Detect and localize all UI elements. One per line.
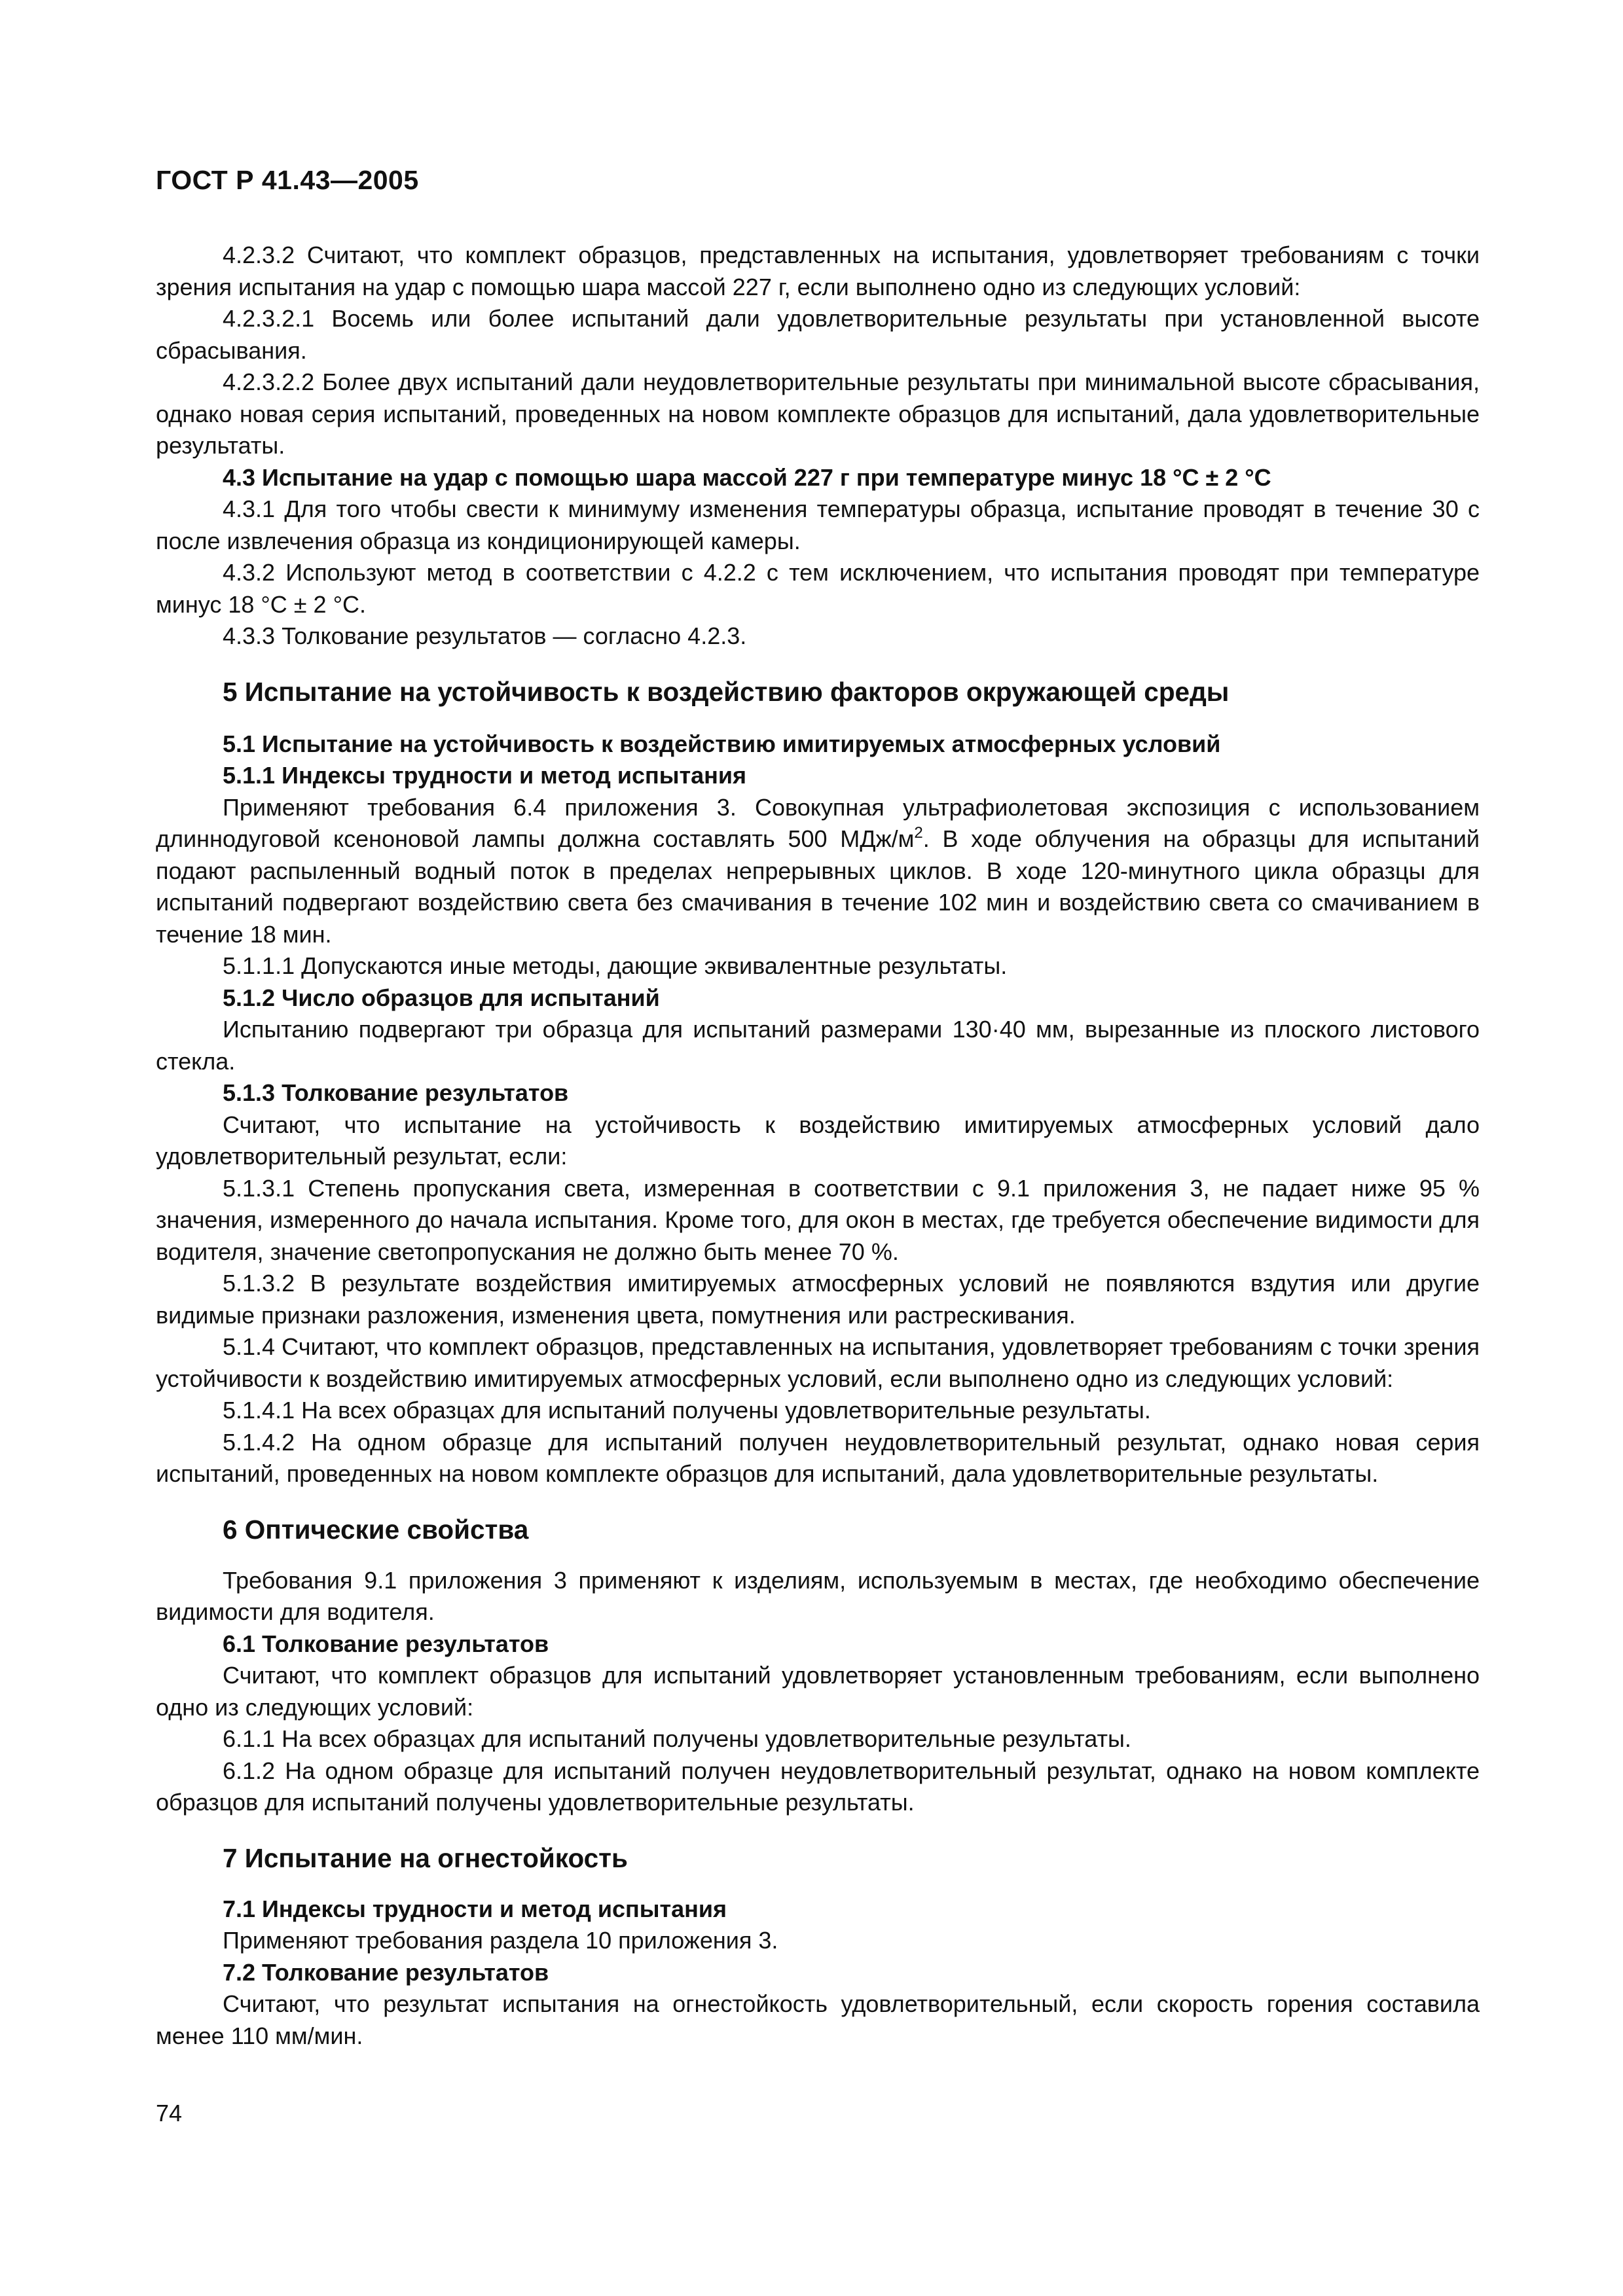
clause-4-3-1: 4.3.1 Для того чтобы свести к минимуму изменения температуры образца, испытание проводят в течение 30 с после извлечения образца из кондиционирующей камеры. [156, 495, 1480, 554]
section-6-intro: Требования 9.1 приложения 3 применяют к изделиям, используемым в местах, где необходимо обеспечение видимости для водителя. [156, 1566, 1480, 1625]
superscript: 2 [914, 824, 923, 842]
clause-5-1-3-2: 5.1.3.2 В результате воздействия имитируемых атмосферных условий не появляются вздутия или другие видимые признаки разложения, изменения цвета, помутнения или растрескивания. [156, 1270, 1480, 1329]
heading-4-3: 4.3 Испытание на удар с помощью шара массой 227 г при температуре минус 18 °С ± 2 °С [223, 463, 1271, 491]
clause-5-1-1-text [156, 792, 1480, 951]
section-6-heading: 6 Оптические свойства [223, 1514, 529, 1545]
clause-5-1-1-1: 5.1.1.1 Допускаются иные методы, дающие эквивалентные результаты. [223, 952, 1008, 979]
heading-5-1-3: 5.1.3 Толкование результатов [223, 1079, 569, 1106]
document-header: ГОСТ Р 41.43—2005 [156, 165, 419, 195]
clause-6-1-1: 6.1.1 На всех образцах для испытаний получены удовлетворительные результаты. [223, 1725, 1131, 1752]
heading-6-1: 6.1 Толкование результатов [223, 1630, 549, 1657]
document-body [156, 240, 1480, 2052]
clause-5-1-1-text-a: Применяют требования 6.4 приложения 3. Совокупная ультрафиолетовая экспозиция с использованием длиннодуговой ксеноновой лампы должна составлять 500 МДж/м [156, 793, 1480, 852]
clause-4-2-3-2: 4.2.3.2 Считают, что комплект образцов, представленных на испытания, удовлетворяет требованиям с точки зрения испытания на удар с помощью шара массой 227 г, если выполнено одно из следующих условий: [156, 242, 1480, 300]
heading-5-1-2: 5.1.2 Число образцов для испытаний [223, 984, 660, 1011]
clause-6-1-text: Считают, что комплект образцов для испытаний удовлетворяет установленным требованиям, если выполнено одно из следующих условий: [156, 1662, 1480, 1721]
clause-7-1-text: Применяют требования раздела 10 приложения 3. [223, 1927, 778, 1954]
page-number: 74 [156, 2100, 183, 2126]
clause-6-1-2: 6.1.2 На одном образце для испытаний получен неудовлетворительный результат, однако на новом комплекте образцов для испытаний получены удовлетворительные результаты. [156, 1757, 1480, 1816]
clause-4-3-3: 4.3.3 Толкование результатов — согласно 4.2.3. [223, 622, 747, 649]
clause-4-2-3-2-2: 4.2.3.2.2 Более двух испытаний дали неудовлетворительные результаты при минимальной высоте сбрасывания, однако новая серия испытаний, проведенных на новом комплекте образцов для испытаний, дала удовлетворительные результаты. [156, 368, 1480, 459]
clause-5-1-4-1: 5.1.4.1 На всех образцах для испытаний получены удовлетворительные результаты. [223, 1397, 1151, 1424]
clause-4-2-3-2-1: 4.2.3.2.1 Восемь или более испытаний дали удовлетворительные результаты при установленной высоте сбрасывания. [156, 305, 1480, 364]
heading-7-2: 7.2 Толкование результатов [223, 1958, 549, 1986]
clause-7-2-text: Считают, что результат испытания на огнестойкость удовлетворительный, если скорость горения составила менее 110 мм/мин. [156, 1990, 1480, 2049]
clause-5-1-4-2: 5.1.4.2 На одном образце для испытаний получен неудовлетворительный результат, однако новая серия испытаний, проведенных на новом комплекте образцов для испытаний, дала удовлетворительные результаты. [156, 1428, 1480, 1487]
clause-4-3-2: 4.3.2 Используют метод в соответствии с 4.2.2 с тем исключением, что испытания проводят при температуре минус 18 °С ± 2 °С. [156, 559, 1480, 618]
section-5-heading: 5 Испытание на устойчивость к воздействию факторов окружающей среды [223, 676, 1230, 707]
clause-5-1-3-text: Считают, что испытание на устойчивость к воздействию имитируемых атмосферных условий дало удовлетворительный результат, если: [156, 1111, 1480, 1170]
heading-5-1-1: 5.1.1 Индексы трудности и метод испытания [223, 762, 747, 789]
heading-7-1: 7.1 Индексы трудности и метод испытания [223, 1895, 727, 1922]
section-7-heading: 7 Испытание на огнестойкость [223, 1842, 628, 1873]
clause-5-1-2-text: Испытанию подвергают три образца для испытаний размерами 130·40 мм, вырезанные из плоского листового стекла. [156, 1016, 1480, 1075]
clause-5-1-4: 5.1.4 Считают, что комплект образцов, представленных на испытания, удовлетворяет требованиям с точки зрения устойчивости к воздействию имитируемых атмосферных условий, если выполнено одно из следующих условий: [156, 1333, 1480, 1392]
clause-5-1-3-1: 5.1.3.1 Степень пропускания света, измеренная в соответствии с 9.1 приложения 3, не падает ниже 95 % значения, измеренного до начала испытания. Кроме того, для окон в местах, где требуется обеспечение видимости для водителя, значение светопропускания не должно быть менее 70 %. [156, 1174, 1480, 1265]
clause-5-1-1-text-b: . В ходе облучения на образцы для испытаний подают распыленный водный поток в пределах непрерывных циклов. В ходе 120-минутного цикла образцы для испытаний подвергают воздействию света без смачивания в течение 102 мин и воздействию света со смачиванием в течение 18 мин. [156, 825, 1480, 948]
heading-5-1: 5.1 Испытание на устойчивость к воздействию имитируемых атмосферных условий [223, 730, 1221, 757]
